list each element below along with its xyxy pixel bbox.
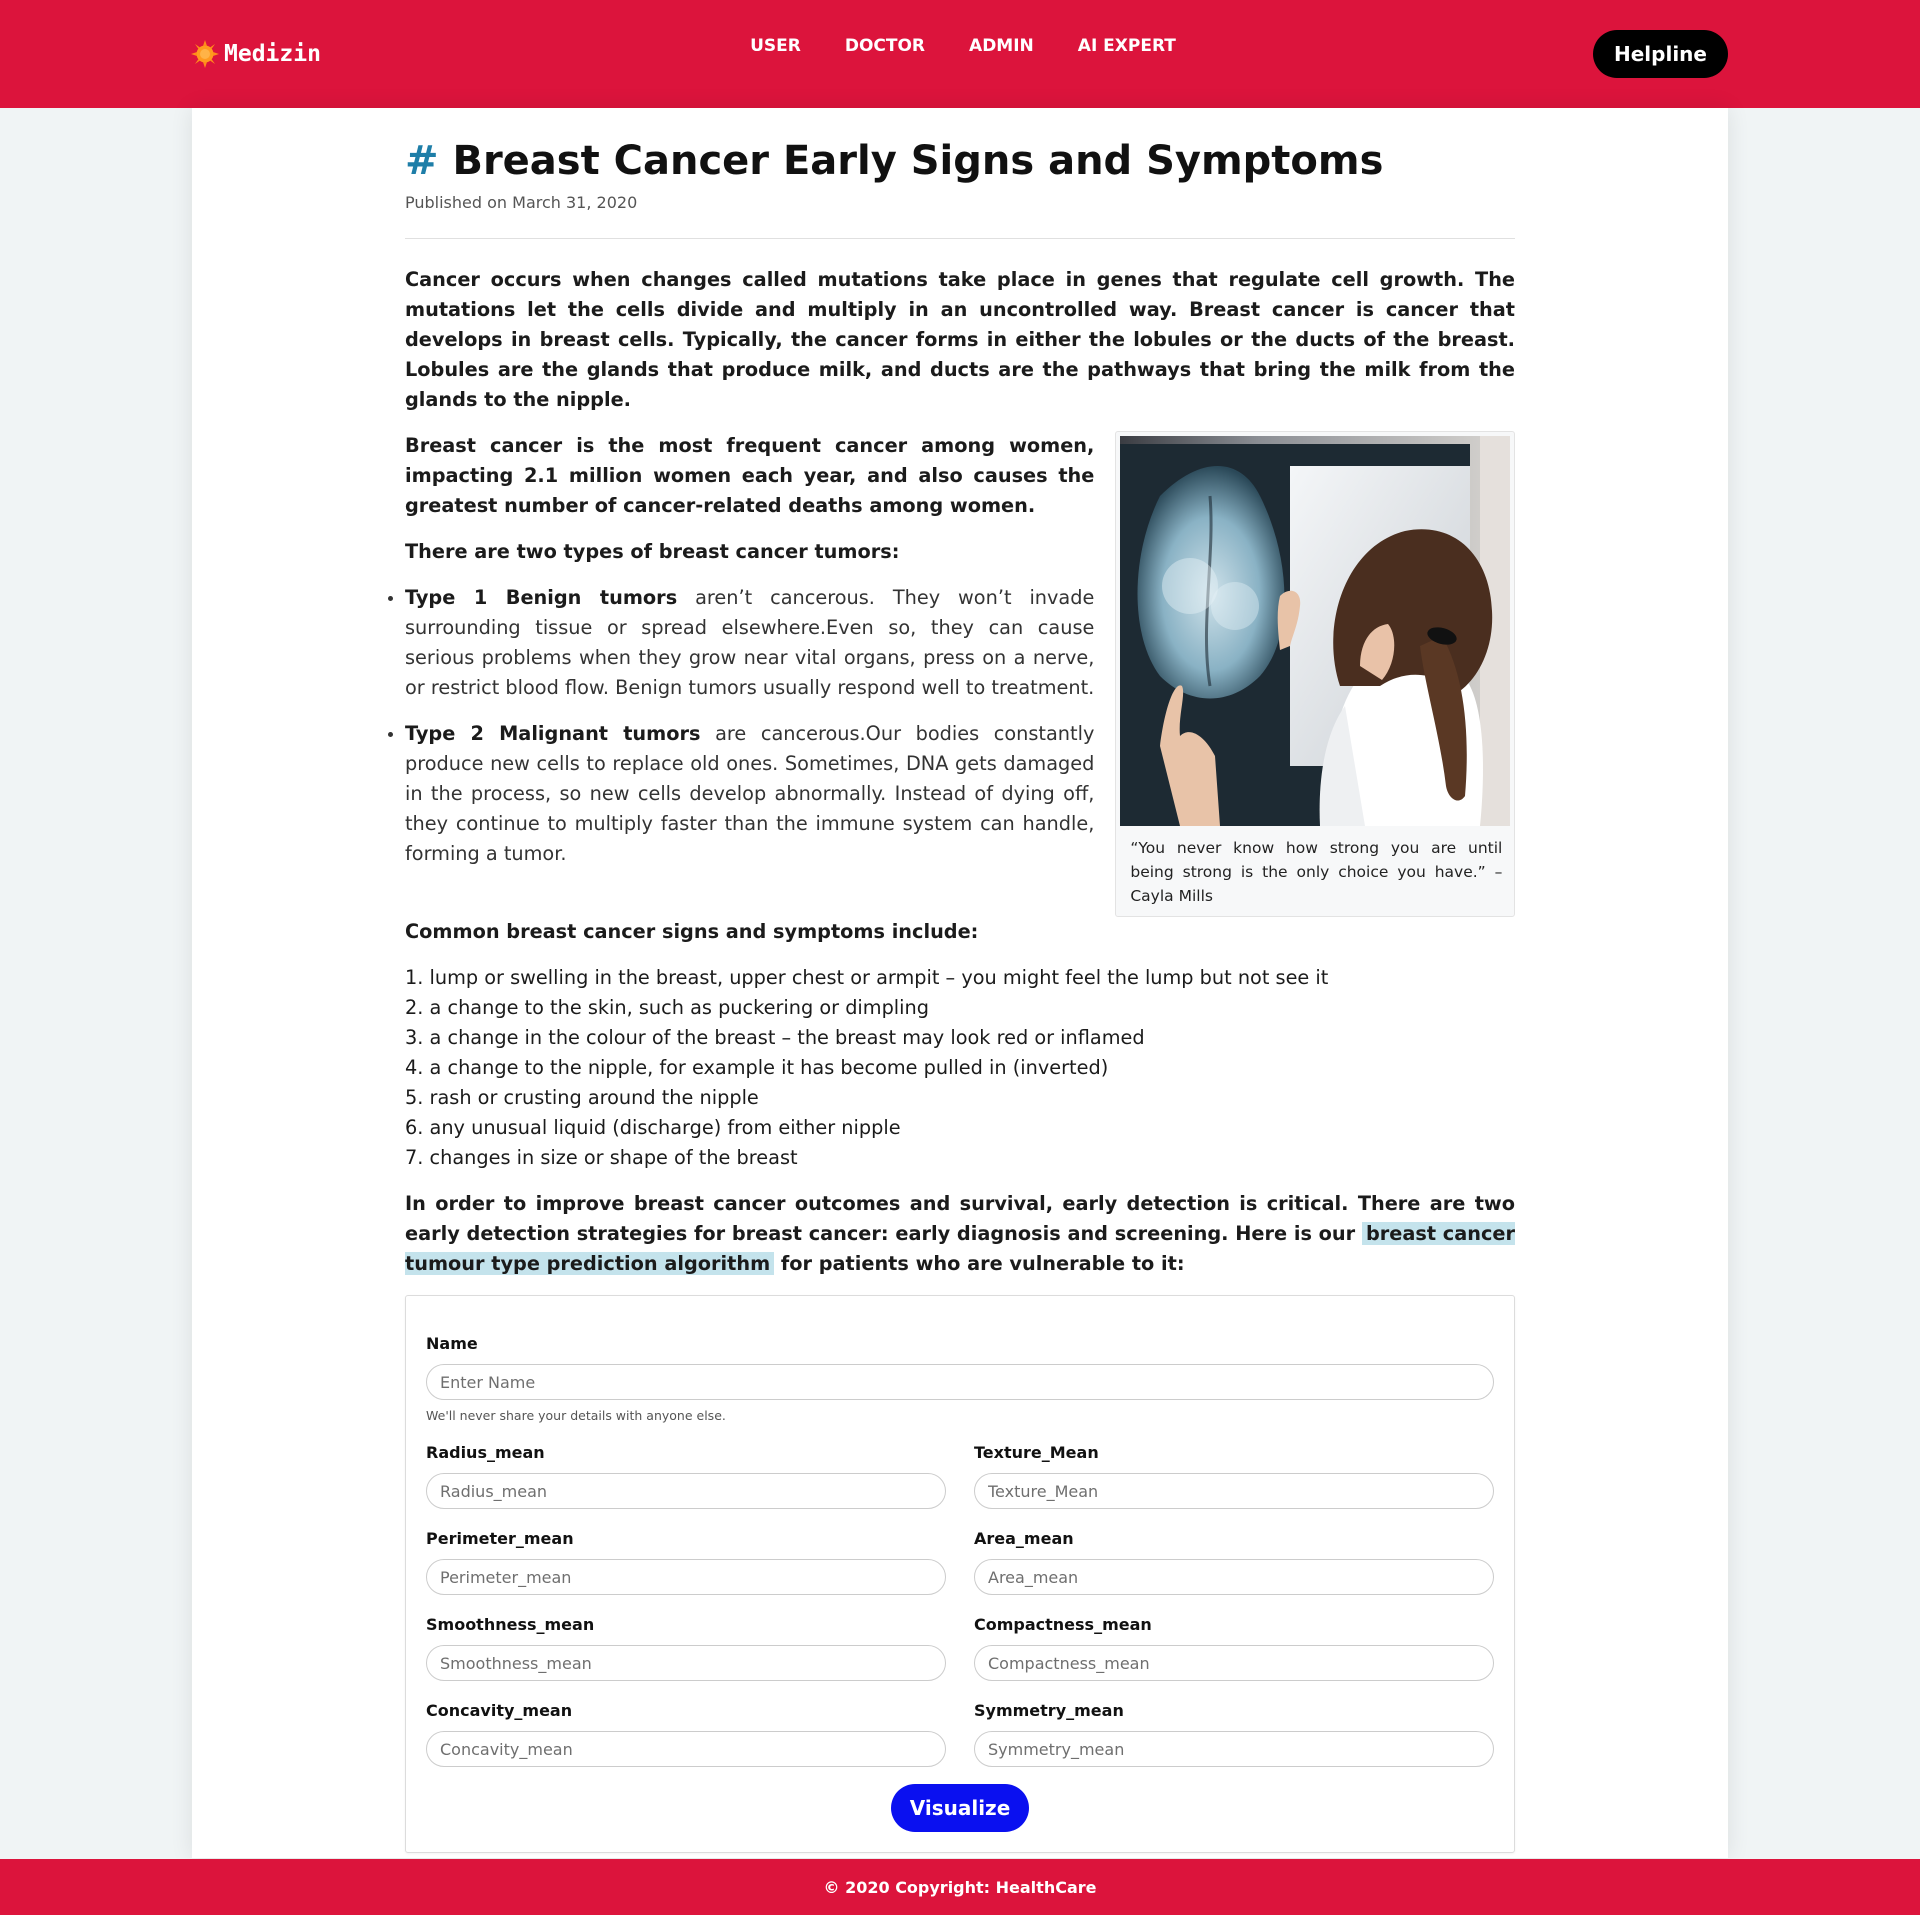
radius-mean-label: Radius_mean <box>426 1443 545 1462</box>
list-item: 5. rash or crusting around the nipple <box>405 1086 759 1109</box>
published-date: Published on March 31, 2020 <box>405 193 638 212</box>
divider <box>405 238 1515 239</box>
symptoms-heading: Common breast cancer signs and symptoms include: <box>405 920 979 943</box>
symmetry-mean-input[interactable] <box>974 1731 1494 1767</box>
footer <box>0 1859 1920 1915</box>
mammogram-photo <box>1120 436 1510 826</box>
list-item <box>405 583 1094 703</box>
texture-mean-label: Texture_Mean <box>974 1443 1099 1462</box>
article <box>405 108 1515 1853</box>
list-item: 3. a change in the colour of the breast – the breast may look red or inflamed <box>405 1026 1145 1049</box>
figure-card <box>1115 431 1515 917</box>
symptoms-list <box>405 963 1515 1173</box>
area-mean-input[interactable] <box>974 1559 1494 1595</box>
tumor-type-text: are cancerous.Our bodies constantly produce new cells to replace old ones. Sometimes, DNA gets damaged in the process, so new cells develop abnormally. Instead of dying off, they continue to multiply faster than the immune system can handle, forming a tumor. <box>405 722 1095 865</box>
compactness-mean-label: Compactness_mean <box>974 1615 1152 1634</box>
closing-paragraph <box>405 1189 1515 1279</box>
perimeter-mean-label: Perimeter_mean <box>426 1529 574 1548</box>
list-item: 6. any unusual liquid (discharge) from either nipple <box>405 1116 901 1139</box>
article-left-column <box>405 431 1094 917</box>
compactness-mean-input[interactable] <box>974 1645 1494 1681</box>
figure-caption: “You never know how strong you are until being strong is the only choice you have.” – Cayla Mills <box>1130 839 1503 905</box>
privacy-hint: We'll never share your details with anyone else. <box>426 1408 726 1423</box>
tumor-type-text: aren’t cancerous. They won’t invade surrounding tissue or spread elsewhere.Even so, they can cause serious problems when they grow near vital organs, press on a nerve, or restrict blood flow. Benign tumors usually respond well to treatment. <box>405 586 1095 699</box>
list-item: 4. a change to the nipple, for example it has become pulled in (inverted) <box>405 1056 1109 1079</box>
name-label: Name <box>426 1334 478 1353</box>
list-item: 2. a change to the skin, such as puckering or dimpling <box>405 996 929 1019</box>
types-heading: There are two types of breast cancer tumors: <box>405 540 900 563</box>
symmetry-mean-label: Symmetry_mean <box>974 1701 1124 1720</box>
closing-text: In order to improve breast cancer outcomes and survival, early detection is critical. There are two early detection strategies for breast cancer: early diagnosis and screening. Here is our <box>405 1192 1515 1245</box>
nav-ai-expert[interactable]: AI EXPERT <box>1077 36 1176 56</box>
texture-mean-input[interactable] <box>974 1473 1494 1509</box>
content-card <box>192 108 1728 1858</box>
concavity-mean-label: Concavity_mean <box>426 1701 573 1720</box>
algorithm-highlight: breast cancer tumour type prediction algorithm <box>405 1222 1515 1275</box>
article-body <box>405 431 1515 917</box>
page-title <box>405 130 1515 192</box>
area-mean-label: Area_mean <box>974 1529 1074 1548</box>
brand-name: Medizin <box>224 41 321 67</box>
concavity-mean-input[interactable] <box>426 1731 946 1767</box>
visualize-button[interactable]: Visualize <box>891 1784 1029 1832</box>
tumor-types-list <box>405 583 1094 869</box>
smoothness-mean-label: Smoothness_mean <box>426 1615 595 1634</box>
closing-text-end: for patients who are vulnerable to it: <box>774 1252 1185 1275</box>
perimeter-mean-input[interactable] <box>426 1559 946 1595</box>
name-input[interactable] <box>426 1364 1494 1400</box>
smoothness-mean-input[interactable] <box>426 1645 946 1681</box>
list-item: 1. lump or swelling in the breast, upper chest or armpit – you might feel the lump but not see it <box>405 966 1329 989</box>
tumor-type-term: Type 1 Benign tumors <box>405 586 678 609</box>
nav-user[interactable]: USER <box>750 36 801 56</box>
list-item: 7. changes in size or shape of the breast <box>405 1146 798 1169</box>
intro-paragraph: Cancer occurs when changes called mutations take place in genes that regulate cell growth. The mutations let the cells divide and multiply in an uncontrolled way. Breast cancer is cancer that develops in breast cells. Typically, the cancer forms in either the lobules or the ducts of the breast. Lobules are the glands that produce milk, and ducts are the pathways that bring the milk from the glands to the nipple. <box>405 268 1515 411</box>
tumor-type-term: Type 2 Malignant tumors <box>405 722 701 745</box>
list-item <box>405 719 1094 869</box>
top-navbar <box>0 0 1920 108</box>
radius-mean-input[interactable] <box>426 1473 946 1509</box>
helpline-button[interactable]: Helpline <box>1593 30 1728 78</box>
hash-icon: # <box>405 138 439 184</box>
prediction-form <box>405 1295 1515 1853</box>
nav-doctor[interactable]: DOCTOR <box>844 36 926 56</box>
frequency-paragraph: Breast cancer is the most frequent cancer among women, impacting 2.1 million women each year, and also causes the greatest number of cancer-related deaths among women. <box>405 434 1095 517</box>
nav-admin[interactable]: ADMIN <box>969 36 1034 56</box>
copyright-text: © 2020 Copyright: HealthCare <box>823 1877 1097 1897</box>
title-text: Breast Cancer Early Signs and Symptoms <box>452 138 1384 184</box>
